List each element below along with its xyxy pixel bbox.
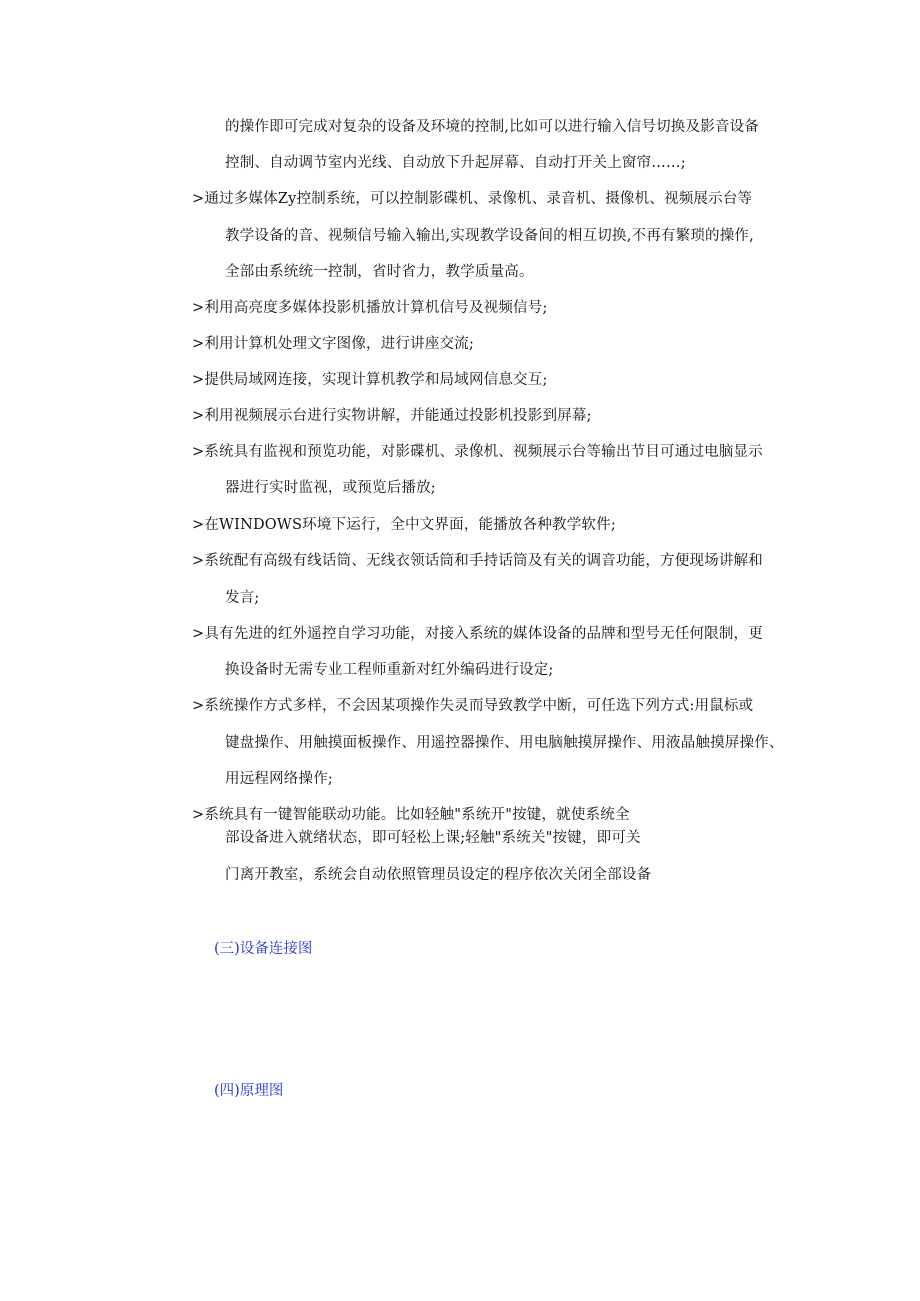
bullet-item: >系统具有监视和预览功能，对影碟机、录像机、视频展示台等输出节目可通过电脑显示 xyxy=(192,444,763,460)
bullet-item: >具有先进的红外遥控自学习功能，对接入系统的媒体设备的品牌和型号无任何限制，更 xyxy=(192,626,763,642)
bullet-item: >通过多媒体Zy控制系统，可以控制影碟机、录像机、录音机、摄像机、视频展示台等 xyxy=(192,191,753,207)
paragraph-line: 全部由系统统一控制，省时省力，教学质量高。 xyxy=(225,264,534,280)
bullet-item: >系统配有高级有线话筒、无线衣领话筒和手持话筒及有关的调音功能，方便现场讲解和 xyxy=(192,553,763,569)
bullet-item: >利用视频展示台进行实物讲解，并能通过投影机投影到屏幕; xyxy=(192,408,592,424)
bullet-item: >系统具有一键智能联动功能。比如轻触"系统开"按键，就使系统全 xyxy=(192,807,630,823)
paragraph-line: 的操作即可完成对复杂的设备及环境的控制,比如可以进行输入信号切换及影音设备 xyxy=(225,119,760,135)
paragraph-line: 键盘操作、用触摸面板操作、用遥控器操作、用电脑触摸屏操作、用液晶触摸屏操作、 xyxy=(225,735,784,751)
bullet-item: >利用计算机处理文字图像，进行讲座交流; xyxy=(192,336,475,352)
paragraph-line: 发言; xyxy=(225,590,260,606)
paragraph-line: 教学设备的音、视频信号输入输出,实现教学设备间的相互切换,不再有繁琐的操作, xyxy=(225,228,754,244)
paragraph-line: 部设备进入就绪状态，即可轻松上课;轻触"系统关"按键，即可关 xyxy=(225,830,641,846)
paragraph-line: 控制、自动调节室内光线、自动放下升起屏幕、自动打开关上窗帘……; xyxy=(225,155,686,171)
paragraph-line: 用远程网络操作; xyxy=(225,771,333,787)
paragraph-line: 器进行实时监视，或预览后播放; xyxy=(225,480,436,496)
bullet-item: >系统操作方式多样，不会因某项操作失灵而导致教学中断，可任选下列方式:用鼠标或 xyxy=(192,698,754,714)
section-heading-schematic: (四)原理图 xyxy=(214,1083,284,1099)
paragraph-line: 换设备时无需专业工程师重新对红外编码进行设定; xyxy=(225,662,554,678)
bullet-item: >利用高亮度多媒体投影机播放计算机信号及视频信号; xyxy=(192,300,548,316)
bullet-item: >在WINDOWS环境下运行，全中文界面，能播放各种教学软件; xyxy=(192,517,616,533)
section-heading-connection-diagram: (三)设备连接图 xyxy=(214,941,313,957)
paragraph-line: 门离开教室，系统会自动依照管理员设定的程序依次关闭全部设备 xyxy=(225,867,652,883)
bullet-item: >提供局域网连接，实现计算机教学和局域网信息交互; xyxy=(192,372,548,388)
